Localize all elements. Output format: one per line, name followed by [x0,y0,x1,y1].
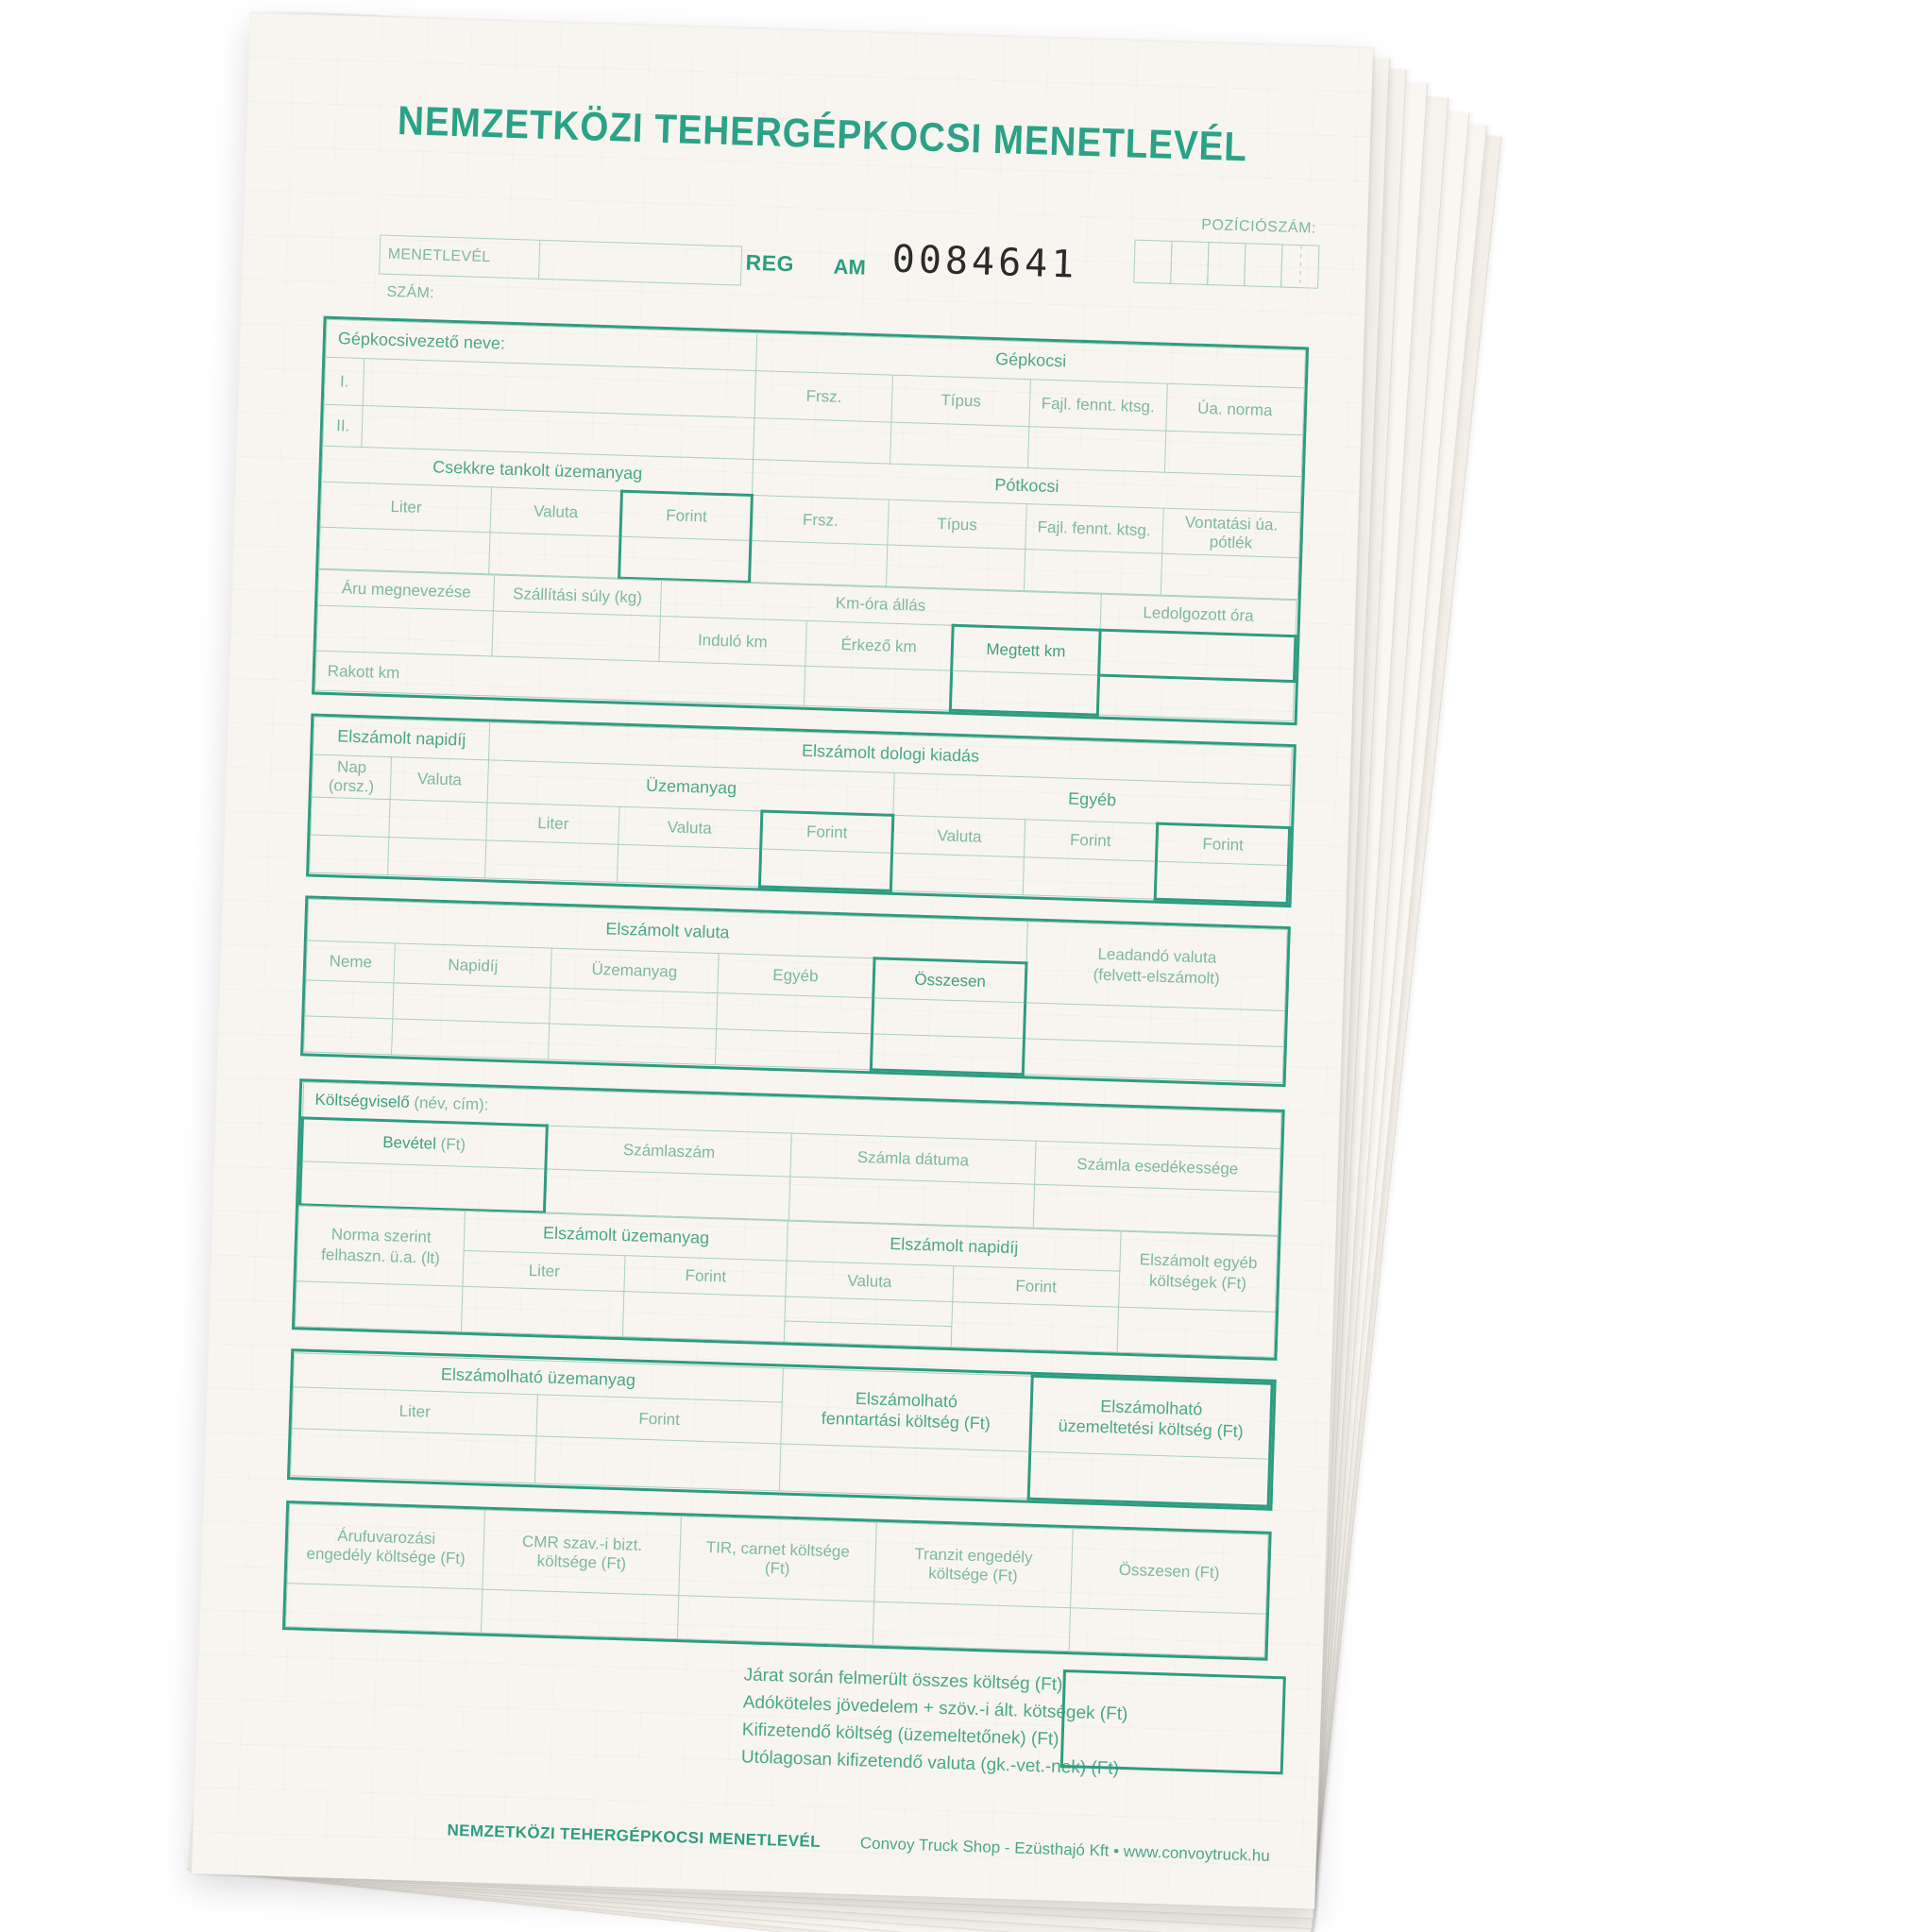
waybill-number-field [539,241,741,285]
goods-field [316,605,494,656]
currency-section [300,895,1291,1087]
claimable-operating-line1: Elszámolható [1100,1397,1203,1419]
allowance-day-field [311,797,390,838]
truck-norma-field [1164,431,1303,477]
position-number-label: POZÍCIÓSZÁM: [1200,216,1317,237]
empty-field-cell [1155,861,1288,903]
empty-field-cell [482,1589,679,1638]
goods-label: Áru megnevezése [318,569,496,611]
expenses-header: Elszámolt dologi kiadás [489,722,1292,786]
fuel-group-liter: Liter [486,803,619,844]
allowance-section [306,713,1296,907]
truck-col-fajl: Fajl. fennt. ktsg. [1028,380,1167,432]
settled-allowance-valuta: Valuta [786,1261,953,1302]
fuel-by-check-header: Csekkre tankolt üzemanyag [322,446,754,495]
fuel-col-forint: Forint [620,491,752,540]
empty-field-cell [1117,1307,1275,1357]
fuel-group-valuta: Valuta [619,806,761,849]
weight-label: Szállítási súly (kg) [494,575,661,617]
position-number [1134,215,1320,289]
odometer-arrive-field [804,666,952,710]
truck-col-frsz: Frsz. [754,371,893,423]
form-title: NEMZETKÖZI TEHERGÉPKOCSI MENETLEVÉL [397,98,1248,171]
trailer-fajl-field [1024,550,1161,596]
empty-field-cell [1028,1451,1269,1506]
trailer-tipus-field [887,545,1025,591]
position-digit-cell [1244,243,1282,287]
form-footer [363,1819,1354,1869]
empty-field-cell [296,1281,464,1332]
position-digit-cell [1133,240,1172,284]
weight-field [492,611,660,662]
trailer-col-potlek: Vontatási úa. pótlék [1161,508,1300,558]
trailer-header: Pótkocsi [753,460,1302,513]
income-label [301,1118,547,1169]
permit-col-total: Összesen (Ft) [1070,1529,1268,1614]
empty-field-cell [716,993,873,1034]
trailer-col-frsz: Frsz. [751,496,890,546]
trailer-potlek-field [1161,553,1299,600]
truck-tipus-field [890,422,1028,468]
worked-hours-label: Ledolgozott óra [1100,594,1296,636]
empty-field-cell [310,835,389,875]
empty-field-cell [286,1584,483,1633]
return-currency-header [1025,922,1287,1011]
summary-block [279,1645,1267,1793]
empty-field-cell [305,980,394,1019]
invoice-date-label: Számla dátuma [790,1133,1036,1184]
other-group-forint: Forint [1025,820,1158,861]
allowance-valuta-field [389,800,488,840]
permit-col-tir: TIR, carnet költsége (Ft) [679,1517,877,1602]
empty-field-cell [1023,1039,1283,1083]
fuel-col-valuta: Valuta [490,487,621,536]
fuel-group-header: Üzemanyag [488,760,895,815]
empty-field-cell [1069,1608,1266,1657]
driver-row-1-label: I. [324,357,364,405]
position-number-grid [1134,240,1319,289]
form-header [324,190,1317,327]
footer-publisher: Convoy Truck Shop - Ezüsthajó Kft • www.convoytruck.hu [859,1834,1270,1865]
summary-line-total-cost: Járat során felmerült összes költség (Ft) [743,1665,1063,1695]
empty-field-cell [534,1436,780,1491]
odometer-done-label: Megtett km [952,625,1100,675]
settled-fuel-header: Elszámolt üzemanyag [464,1211,788,1261]
income-field [300,1161,546,1212]
serial-number: 0084641 [891,237,1079,287]
empty-field-cell [304,1016,393,1055]
return-currency-line2: (felvett-elszámolt) [1093,965,1221,988]
settled-fuel-liter: Liter [463,1250,625,1291]
empty-field-cell [759,849,892,890]
claimable-fuel-forint: Forint [536,1395,782,1444]
empty-field-cell [951,1302,1119,1353]
settled-fuel-forint: Forint [624,1256,787,1296]
summary-line-taxable-income: Adóköteles jövedelem + szöv.-i ált. kötségek (Ft) [742,1692,1128,1725]
driver-name-label: Gépkocsivezető neve: [326,319,757,370]
currency-col-uzemanyag: Üzemanyag [551,948,719,993]
empty-field-cell [392,1019,550,1059]
vehicle-section [312,316,1309,726]
allowance-header: Elszámolt napidíj [314,717,491,760]
empty-field-cell [462,1286,625,1336]
claimable-operating-label [1030,1376,1272,1459]
invoice-number-label: Számlaszám [546,1126,791,1177]
empty-field-cell [715,1029,873,1070]
empty-field-cell [549,1024,716,1065]
trailer-frsz-field [750,540,888,586]
empty-field-cell [873,1602,1070,1651]
position-digit-cell [1170,241,1209,285]
summary-line-payable-cost: Kifizetendő költség (üzemeltetőnek) (Ft) [741,1720,1059,1750]
waybill-form [192,12,1373,1908]
allowance-col-day: Nap (orsz.) [312,754,391,800]
empty-field-cell [485,840,619,882]
cost-bearer-section [292,1078,1285,1361]
empty-field-cell [785,1296,953,1347]
series-label: AM [833,254,867,280]
currency-table [303,898,1288,1084]
waybill-number-label: MENETLEVÉL SZÁM: [380,236,540,279]
empty-field-cell [618,844,760,887]
claimable-maintenance-line1: Elszámolható [855,1388,958,1411]
reg-label: REG [745,249,795,277]
odometer-arrive-label: Érkező km [805,620,954,670]
empty-field-cell [623,1292,787,1342]
allowance-table [309,717,1294,906]
footer-form-name: NEMZETKÖZI TEHERGÉPKOCSI MENETLEVÉL [447,1821,822,1851]
paper-stack [194,13,1317,1875]
permit-col-cmr: CMR szav.-i bizt. költsége (Ft) [483,1510,681,1595]
claimable-operating-line2: üzemeltetési költség (Ft) [1058,1415,1244,1441]
income-label-strong: Bevétel [381,1133,437,1153]
other-costs-line1: Elszámolt egyéb [1139,1249,1258,1272]
settled-currency-header: Elszámolt valuta [307,899,1027,963]
fuel-group-forint: Forint [760,811,893,853]
cost-bearer-label-strong: Költségviselő [314,1090,411,1111]
truck-header: Gépkocsi [756,333,1306,388]
waybill-number-box [379,234,742,302]
invoice-due-label: Számla esedékessége [1035,1141,1280,1192]
position-digit-cell [1207,242,1246,286]
empty-field-cell [891,853,1025,894]
norm-fuel-label [297,1206,466,1286]
permit-section [282,1500,1272,1661]
other-costs-label [1119,1231,1278,1312]
settled-allowance-forint: Forint [952,1266,1119,1308]
empty-field-cell [872,1034,1025,1075]
settled-allowance-header: Elszámolt napidíj [787,1221,1121,1271]
claimable-maintenance-line2: fenntartási költség (Ft) [821,1408,991,1432]
truck-frsz-field [754,418,891,465]
norm-fuel-line1: Norma szerint [330,1224,432,1246]
empty-field-cell [779,1444,1030,1499]
summary-line-currency-payable: Utólagosan kifizetendő valuta (gk.-vet.-nek) (Ft) [740,1747,1120,1779]
fuel-col-liter: Liter [320,482,492,533]
claimable-table [290,1351,1274,1508]
currency-col-neme: Neme [306,941,396,983]
other-group-header: Egyéb [893,772,1291,827]
trailer-col-tipus: Típus [888,500,1026,550]
worked-hours-field-2 [1097,675,1294,720]
currency-col-napidij: Napidíj [394,943,551,988]
other-group-valuta: Valuta [892,815,1025,856]
empty-field-cell [1024,857,1157,899]
permit-table [285,1503,1269,1658]
fuel-forint-field [619,536,751,582]
driver-row-2-label: II. [323,404,364,447]
summary-total-box [1060,1669,1286,1774]
empty-field-cell [677,1596,874,1645]
fuel-valuta-field [489,533,620,578]
empty-field-cell [550,988,717,1029]
income-label-note: (Ft) [440,1134,466,1154]
worked-hours-field [1098,630,1296,681]
claimable-maintenance-label [781,1368,1033,1451]
truck-col-tipus: Típus [891,375,1030,427]
permit-col-freight: Árufuvarozási engedély költsége (Ft) [287,1504,485,1589]
truck-fajl-field [1027,427,1165,473]
odometer-header: Km-óra állás [660,581,1101,631]
cost-bearer-label-note: (név, cím): [414,1093,489,1114]
loaded-km-label: Rakott km [315,651,805,705]
trailer-col-fajl: Fajl. fennt. ktsg. [1025,504,1163,554]
allowance-col-valuta: Valuta [390,757,489,803]
permit-col-transit: Tranzit engedély költsége (Ft) [874,1522,1073,1607]
invoice-number-field [544,1169,789,1220]
invoice-due-field [1033,1184,1279,1235]
position-digit-cell [1280,245,1319,289]
other-group-forint-2: Forint [1157,823,1290,865]
claimable-section [287,1348,1277,1511]
odometer-done-field [951,670,1099,715]
currency-col-osszesen: Összesen [873,958,1026,1003]
empty-field-cell [393,983,551,1024]
empty-field-cell [387,838,486,878]
odometer-start-label: Induló km [658,617,806,667]
empty-field-cell [873,998,1025,1039]
other-costs-line2: költségek (Ft) [1148,1271,1247,1293]
claimable-fuel-liter: Liter [292,1387,537,1436]
return-currency-line1: Leadandó valuta [1097,944,1217,967]
empty-field-cell [291,1429,536,1483]
truck-col-norma: Úa. norma [1166,383,1305,435]
invoice-date-field [788,1177,1034,1228]
vehicle-table-top [318,319,1306,601]
currency-col-egyeb: Egyéb [717,954,874,998]
claimable-fuel-header: Elszámolható üzemanyag [294,1353,784,1402]
fuel-liter-field [319,527,491,574]
norm-fuel-line2: felhaszn. ü.a. (lt) [320,1245,441,1267]
